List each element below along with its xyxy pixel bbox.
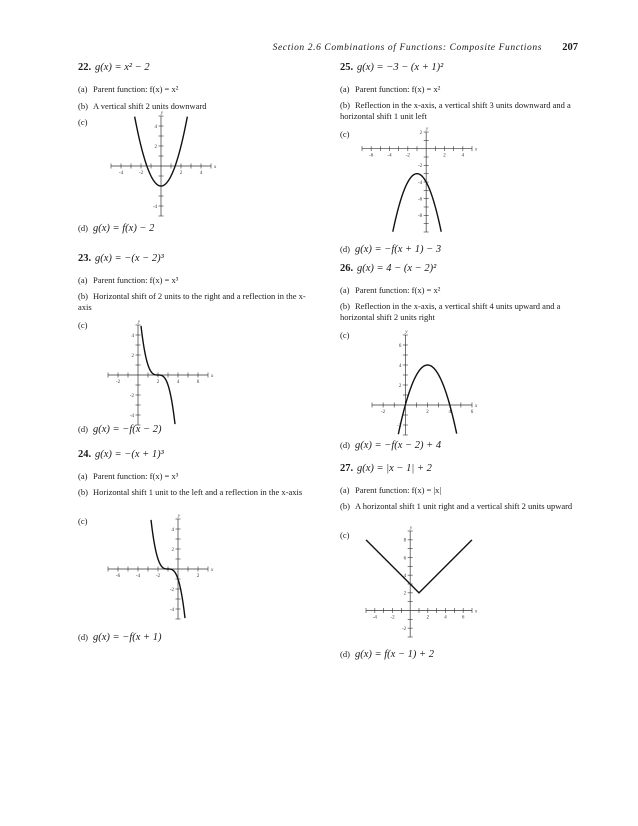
y-tick-label: 2 xyxy=(403,591,407,597)
y-tick-label: -2 xyxy=(401,626,407,632)
y-axis-label: y xyxy=(426,127,429,132)
problem-equation: g(x) = −(x + 1)³ xyxy=(95,449,164,460)
part-a: (a) Parent function: f(x) = |x| xyxy=(340,485,442,495)
part-c: (c) xyxy=(78,117,88,127)
problem-number: 25. xyxy=(340,62,354,73)
graph-problem-27 xyxy=(366,526,478,637)
y-tick-label: -4 xyxy=(152,204,157,210)
problem-number: 23. xyxy=(78,253,92,264)
part-a: (a) Parent function: f(x) = x² xyxy=(340,84,441,94)
y-tick-label: 2 xyxy=(398,383,402,389)
problem-number: 24. xyxy=(78,449,92,460)
x-tick-label: 2 xyxy=(156,380,160,385)
section-title: Section 2.6 Combinations of Functions: Composite Functions xyxy=(272,43,542,53)
y-tick-label: -2 xyxy=(169,587,174,593)
x-axis-label: x xyxy=(214,164,217,170)
y-tick-label: 6 xyxy=(398,343,402,349)
part-d: (d) g(x) = −f(x + 1) − 3 xyxy=(340,244,442,255)
problem-number: 26. xyxy=(340,263,354,274)
x-tick-label: -2 xyxy=(405,153,410,159)
function-curve xyxy=(366,540,472,593)
x-tick-label: 2 xyxy=(196,574,200,579)
part-c: (c) xyxy=(340,330,350,340)
x-tick-label: 4 xyxy=(444,615,447,621)
part-d: (d) g(x) = f(x) − 2 xyxy=(78,223,155,234)
problem-equation: g(x) = |x − 1| + 2 xyxy=(357,463,432,474)
problem-equation: g(x) = x² − 2 xyxy=(95,62,150,73)
page-number: 207 xyxy=(562,42,578,53)
y-tick-label: 4 xyxy=(403,573,407,579)
y-tick-label: 2 xyxy=(419,130,423,136)
x-axis-label: x xyxy=(475,147,478,153)
x-tick-label: 6 xyxy=(196,380,200,385)
y-tick-label: 2 xyxy=(131,353,134,359)
x-tick-label: 4 xyxy=(448,410,452,415)
part-d: (d) g(x) = −f(x + 1) xyxy=(78,632,162,643)
y-tick-label: 4 xyxy=(171,527,174,533)
x-tick-label: 6 xyxy=(470,410,474,415)
x-tick-label: 2 xyxy=(426,410,429,415)
y-tick-label: -4 xyxy=(129,413,134,419)
x-tick-label: -4 xyxy=(118,171,124,176)
y-axis-label: y xyxy=(405,330,408,335)
x-tick-label: -4 xyxy=(387,153,392,159)
graph-problem-24 xyxy=(108,514,214,619)
y-tick-label: 4 xyxy=(131,333,134,339)
part-a: (a) Parent function: f(x) = x³ xyxy=(78,471,179,481)
x-axis-label: x xyxy=(475,403,478,409)
problem-number: 27. xyxy=(340,463,354,474)
graph-problem-26 xyxy=(372,330,478,435)
part-d: (d) g(x) = −f(x − 2) + 4 xyxy=(340,440,442,451)
y-tick-label: 6 xyxy=(403,556,407,562)
y-tick-label: -4 xyxy=(169,607,174,613)
y-tick-label: 2 xyxy=(154,144,157,150)
part-b: (b) Reflection in the x-axis, a vertical shift 3 units downward and a horizontal shift 1 unit left xyxy=(340,100,571,121)
part-c: (c) xyxy=(78,516,88,526)
x-tick-label: -2 xyxy=(155,574,161,579)
part-c: (c) xyxy=(340,129,350,139)
x-tick-label: 2 xyxy=(179,171,183,176)
x-tick-label: 6 xyxy=(461,615,465,621)
y-tick-label: -4 xyxy=(417,180,423,186)
graph-problem-23 xyxy=(108,320,214,425)
part-c: (c) xyxy=(340,530,350,540)
part-b: (b) A horizontal shift 1 unit right and a vertical shift 2 units upward xyxy=(340,501,573,511)
x-tick-label: 2 xyxy=(426,615,430,621)
x-tick-label: 2 xyxy=(443,153,446,159)
part-b: (b) Horizontal shift 1 unit to the left and a reflection in the x-axis xyxy=(78,487,303,497)
x-axis-label: x xyxy=(211,373,214,379)
x-axis-label: x xyxy=(211,567,214,573)
function-curve xyxy=(398,365,456,434)
x-tick-label: -2 xyxy=(381,410,386,415)
page-header xyxy=(0,43,638,57)
y-axis-label: y xyxy=(410,526,413,531)
y-axis-label: y xyxy=(160,111,164,116)
part-a: (a) Parent function: f(x) = x² xyxy=(78,84,179,94)
x-axis-label: x xyxy=(475,609,478,615)
part-a: (a) Parent function: f(x) = x² xyxy=(340,285,441,295)
part-c: (c) xyxy=(78,320,88,330)
y-tick-label: -2 xyxy=(129,393,134,399)
y-tick-label: -6 xyxy=(417,197,423,203)
graph-problem-25 xyxy=(362,127,478,232)
x-tick-label: -6 xyxy=(369,153,374,159)
problem-equation: g(x) = −3 − (x + 1)² xyxy=(357,62,444,73)
y-tick-label: -2 xyxy=(417,164,423,170)
y-tick-label: 4 xyxy=(154,124,157,130)
x-tick-label: -2 xyxy=(390,615,395,621)
x-tick-label: 4 xyxy=(461,153,465,159)
x-tick-label: -4 xyxy=(372,615,377,621)
x-tick-label: 4 xyxy=(176,380,180,385)
part-b: (b) A vertical shift 2 units downward xyxy=(78,101,207,111)
y-tick-label: -8 xyxy=(417,214,423,220)
x-tick-label: 4 xyxy=(199,171,203,176)
part-b: (b) Horizontal shift of 2 units to the right and a reflection in the x-axis xyxy=(78,291,306,312)
problem-equation: g(x) = 4 − (x − 2)² xyxy=(357,263,437,274)
y-tick-label: 4 xyxy=(398,363,402,369)
graph-problem-22 xyxy=(111,111,217,216)
part-d: (d) g(x) = f(x − 1) + 2 xyxy=(340,649,434,660)
y-axis-label: y xyxy=(177,514,181,519)
part-d: (d) g(x) = −f(x − 2) xyxy=(78,424,162,435)
y-tick-label: 8 xyxy=(403,538,407,544)
x-tick-label: -2 xyxy=(115,380,121,385)
x-tick-label: -4 xyxy=(135,574,141,579)
y-tick-label: -2 xyxy=(397,423,402,429)
y-tick-label: 2 xyxy=(171,547,174,553)
problem-equation: g(x) = −(x − 2)³ xyxy=(95,253,164,264)
part-a: (a) Parent function: f(x) = x³ xyxy=(78,275,179,285)
x-tick-label: -6 xyxy=(115,574,121,579)
problem-number: 22. xyxy=(78,62,92,73)
part-b: (b) Reflection in the x-axis, a vertical shift 4 units upward and a horizontal shift 2 units right xyxy=(340,301,561,322)
y-axis-label: y xyxy=(137,320,141,325)
x-tick-label: -2 xyxy=(138,171,144,176)
